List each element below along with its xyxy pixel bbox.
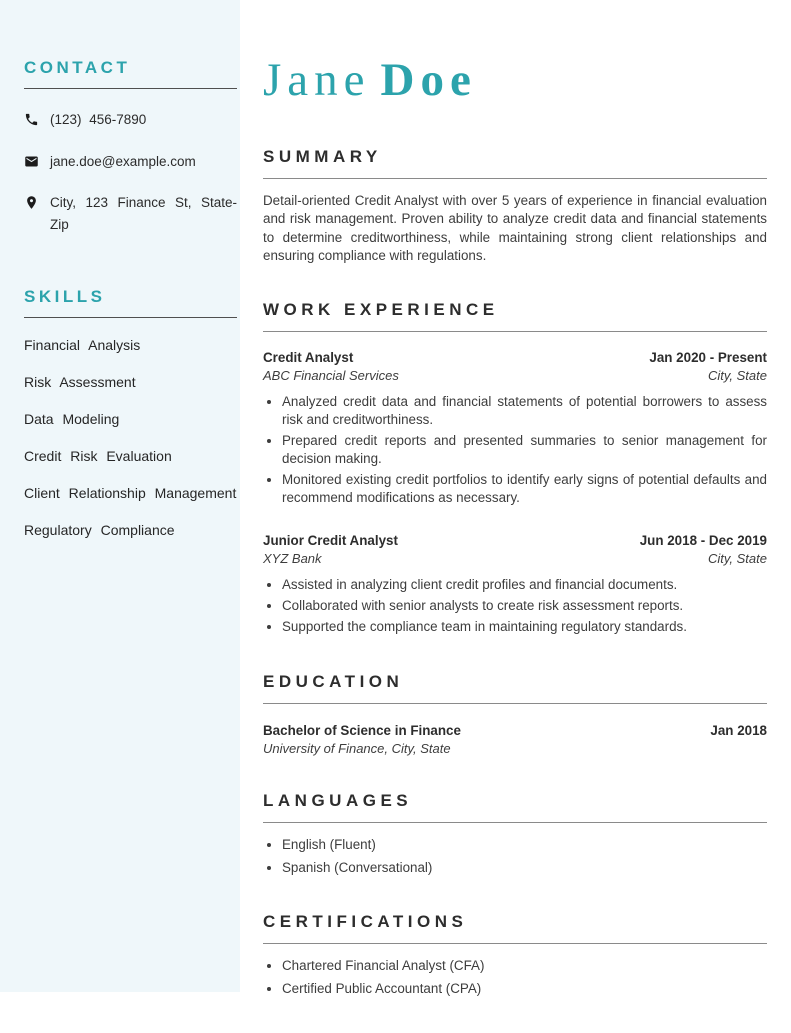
- certifications-heading: CERTIFICATIONS: [263, 911, 468, 931]
- certification-item: • Chartered Financial Analyst (CFA): [282, 957, 767, 975]
- job-title-row: [263, 350, 767, 365]
- certifications-section: [263, 912, 767, 998]
- job-company: ABC Financial Services: [263, 367, 399, 383]
- job-bullet-list: [263, 576, 767, 636]
- job-dates: Jun 2018 - Dec 2019: [639, 533, 767, 549]
- job-bullet: • Prepared credit reports and presented summaries to senior management for decision making.: [282, 432, 767, 468]
- job-bullet: • Analyzed credit data and financial statements of potential borrowers to assess risk and creditworthiness.: [282, 393, 767, 429]
- skill-item: Data Modeling: [24, 411, 120, 428]
- education-degree: Bachelor of Science in Finance: [263, 722, 461, 738]
- languages-list: [263, 836, 767, 877]
- contact-address-text: City, 123 Finance St, State-Zip: [50, 195, 237, 232]
- skill-item: Financial Analysis: [24, 337, 141, 354]
- languages-divider: [263, 822, 767, 823]
- contact-phone-text: (123) 456-7890: [50, 112, 147, 127]
- job-bullet: • Monitored existing credit portfolios to identify early signs of potential defaults and recommend modifications as necessary.: [282, 471, 767, 507]
- work-experience-section: [263, 300, 767, 637]
- skill-item: Client Relationship Management: [24, 485, 237, 502]
- education-institution: University of Finance, City, State: [263, 740, 451, 756]
- email-icon: [24, 154, 39, 169]
- candidate-name: [263, 56, 767, 105]
- job-bullet: • Collaborated with senior analysts to create risk assessment reports.: [282, 597, 767, 615]
- contact-section: [24, 58, 237, 235]
- education-institution-row: [263, 741, 767, 756]
- job-entry: [263, 533, 767, 636]
- education-date: Jan 2018: [710, 722, 767, 738]
- contact-phone-item: [24, 109, 237, 131]
- job-role: Credit Analyst: [263, 349, 354, 365]
- summary-divider: [263, 178, 767, 179]
- work-experience-heading: WORK EXPERIENCE: [263, 299, 499, 319]
- skill-item: Regulatory Compliance: [24, 522, 175, 539]
- language-item: • Spanish (Conversational): [282, 859, 767, 877]
- job-title-row: [263, 533, 767, 548]
- job-dates: Jan 2020 - Present: [649, 349, 767, 365]
- location-icon: [24, 195, 39, 210]
- main-content: [263, 0, 767, 1033]
- languages-heading: LANGUAGES: [263, 790, 413, 810]
- education-degree-row: [263, 723, 767, 738]
- education-section: [263, 672, 767, 756]
- skills-heading: SKILLS: [24, 287, 106, 307]
- contact-heading: CONTACT: [24, 58, 131, 77]
- last-name: Doe: [380, 54, 477, 106]
- contact-address-item: [24, 192, 237, 235]
- work-experience-divider: [263, 331, 767, 332]
- job-company: XYZ Bank: [263, 551, 322, 567]
- contact-email-item: [24, 151, 237, 173]
- certifications-list: [263, 957, 767, 998]
- summary-section: [263, 147, 767, 264]
- job-role: Junior Credit Analyst: [263, 533, 398, 549]
- summary-text: Detail-oriented Credit Analyst with over 5 years of experience in financial evaluation and risk management. Proven ability to analyze credit data and financial statements to determine creditworthiness, while maintaining strong client relationships and ensuring compliance with regulations.: [263, 193, 767, 263]
- skills-list: [24, 335, 237, 541]
- certifications-divider: [263, 943, 767, 944]
- contact-divider: [24, 88, 237, 89]
- education-entry: [263, 723, 767, 756]
- certification-item: • Certified Public Accountant (CPA): [282, 980, 767, 998]
- first-name: Jane: [263, 54, 371, 106]
- job-entry: [263, 350, 767, 508]
- skill-item: Credit Risk Evaluation: [24, 448, 172, 465]
- job-location: City, State: [707, 551, 767, 567]
- languages-section: [263, 791, 767, 877]
- job-bullet: • Supported the compliance team in maintaining regulatory standards.: [282, 618, 767, 636]
- skill-item: Risk Assessment: [24, 374, 136, 391]
- phone-icon: [24, 112, 39, 127]
- job-bullet-list: [263, 393, 767, 508]
- job-location: City, State: [707, 367, 767, 383]
- job-bullet: • Assisted in analyzing client credit profiles and financial documents.: [282, 576, 767, 594]
- education-heading: EDUCATION: [263, 671, 404, 691]
- skills-divider: [24, 317, 237, 318]
- sidebar: [0, 0, 240, 992]
- summary-heading: SUMMARY: [263, 147, 382, 167]
- skills-section: [24, 287, 237, 541]
- education-divider: [263, 703, 767, 704]
- job-company-row: [263, 368, 767, 383]
- contact-email-text: jane.doe@example.com: [50, 153, 196, 169]
- job-company-row: [263, 551, 767, 566]
- language-item: • English (Fluent): [282, 836, 767, 854]
